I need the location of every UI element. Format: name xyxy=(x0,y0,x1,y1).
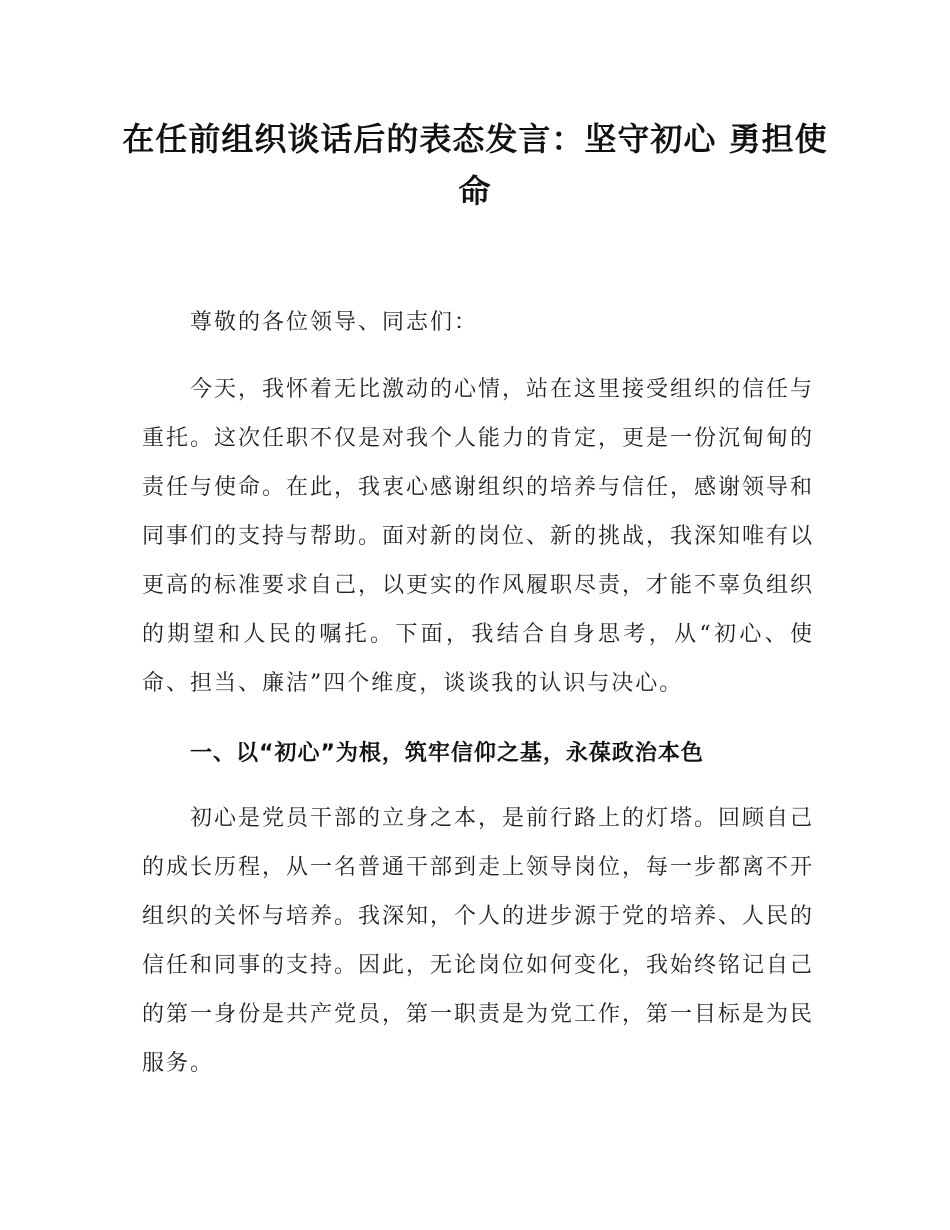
greeting-line: 尊敬的各位领导、同志们： xyxy=(190,310,479,335)
document-title: 在任前组织谈话后的表态发言：坚守初心 勇担使命 xyxy=(122,120,828,210)
paragraph-intro: 今天，我怀着无比激动的心情，站在这里接受组织的信任与重托。这次任职不仅是对我个人能力的肯定，更是一份沉甸甸的责任与使命。在此，我衷心感谢组织的培养与信任，感谢领导和同事们的支持与帮助。面对新的岗位、新的挑战，我深知唯有以更高的标准要求自己，以更实的作风履职尽责，才能不辜负组织的期望和人民的嘱托。下面，我结合自身思考，从“初心、使命、担当、廉洁”四个维度，谈谈我的认识与决心。 xyxy=(142,377,815,696)
section-heading-1: 一、以“初心”为根，筑牢信仰之基，永葆政治本色 xyxy=(190,741,704,766)
paragraph-section-1: 初心是党员干部的立身之本，是前行路上的灯塔。回顾自己的成长历程，从一名普通干部到走上领导岗位，每一步都离不开组织的关怀与培养。我深知，个人的进步源于党的培养、人民的信任和同事的支持。因此，无论岗位如何变化，我始终铭记自己的第一身份是共产党员，第一职责是为党工作，第一目标是为民服务。 xyxy=(142,806,815,1076)
